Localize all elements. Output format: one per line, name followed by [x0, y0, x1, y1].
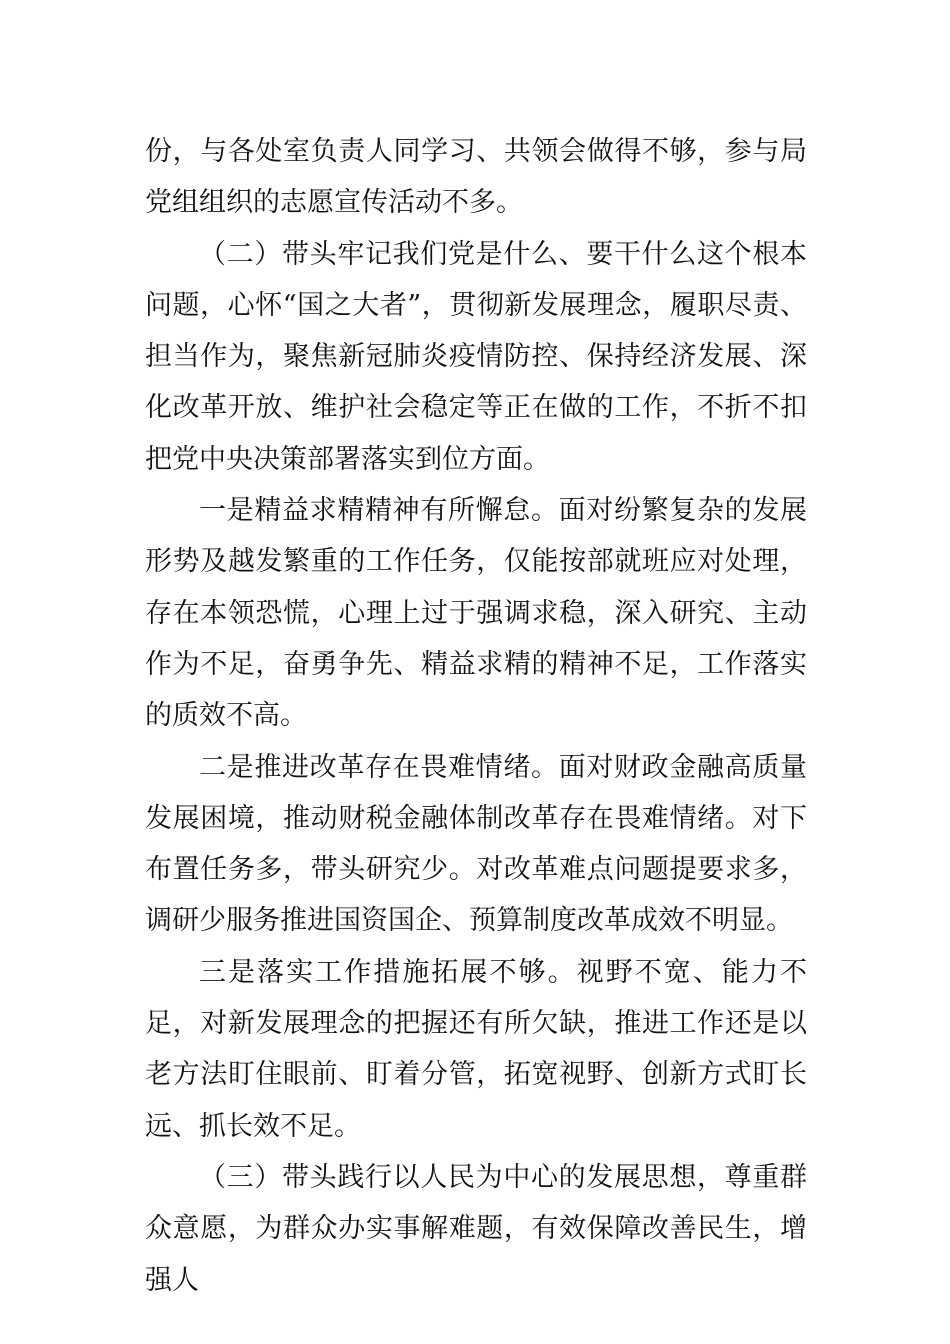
paragraph-continuation: 份，与各处室负责人同学习、共领会做得不够，参与局党组组织的志愿宣传活动不多。 [145, 136, 807, 219]
paragraph-point-three: 三是落实工作措施拓展不够。视野不宽、能力不足，对新发展理念的把握还有所欠缺，推进工作还是以老方法盯住眼前、盯着分管，拓宽视野、创新方式盯长远、抓长效不足。 [145, 956, 807, 1142]
document-body [145, 126, 807, 1306]
paragraph-section-two-heading: （二）带头牢记我们党是什么、要干什么这个根本问题，心怀“国之大者”，贯彻新发展理念，履职尽责、担当作为，聚焦新冠肺炎疫情防控、保持经济发展、深化改革开放、维护社会稳定等正在做的工作，不折不扣把党中央决策部署落实到位方面。 [145, 238, 807, 475]
paragraph-point-two: 二是推进改革存在畏难情绪。面对财政金融高质量发展困境，推动财税金融体制改革存在畏难情绪。对下布置任务多，带头研究少。对改革难点问题提要求多，调研少服务推进国资国企、预算制度改革成效不明显。 [145, 751, 807, 937]
paragraph-point-one: 一是精益求精精神有所懈怠。面对纷繁复杂的发展形势及越发繁重的工作任务，仅能按部就班应对处理，存在本领恐慌，心理上过于强调求稳，深入研究、主动作为不足，奋勇争先、精益求精的精神不足，工作落实的质效不高。 [145, 495, 807, 732]
paragraph-section-three-heading: （三）带头践行以人民为中心的发展思想，尊重群众意愿，为群众办实事解难题，有效保障改善民生，增强人 [145, 1161, 807, 1296]
